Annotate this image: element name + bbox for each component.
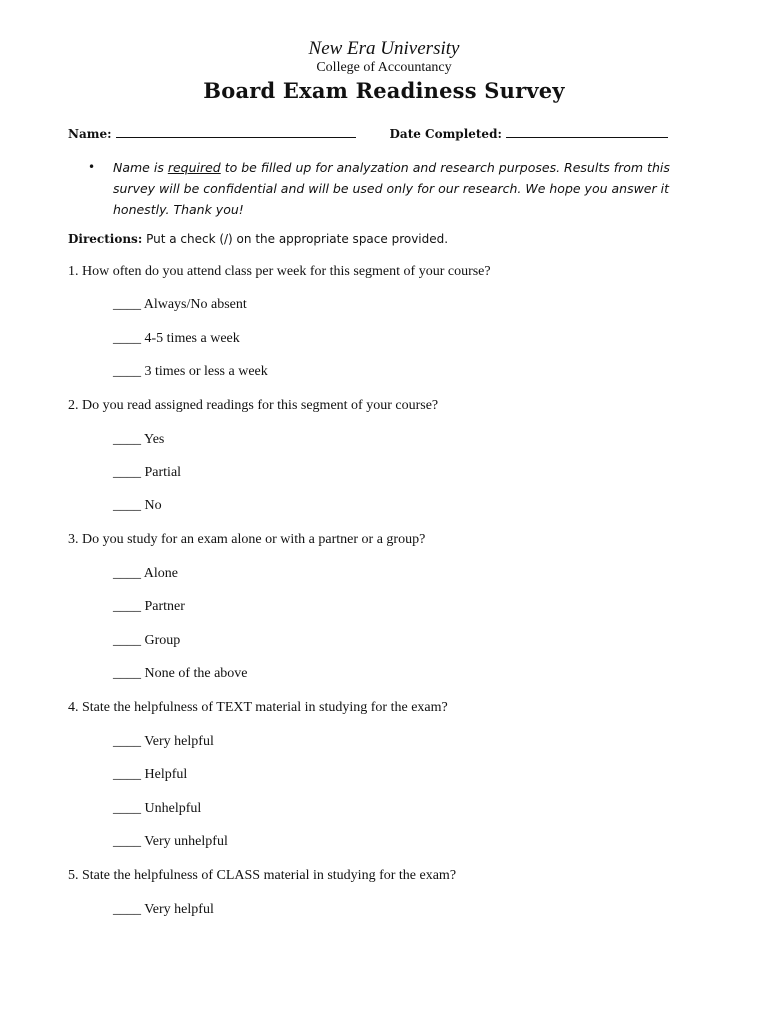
question-5: 5. State the helpfulness of CLASS material in studying for the exam?: [68, 868, 457, 883]
name-label: Name:: [68, 127, 112, 141]
note-text-start: Name is: [113, 160, 168, 175]
answer-label: Group: [144, 633, 181, 648]
answer-label: Very helpful: [144, 902, 214, 917]
answer-option[interactable]: [113, 566, 178, 582]
answer-option[interactable]: [113, 465, 181, 481]
answer-blank: ____: [113, 834, 141, 849]
answer-blank: ____: [113, 902, 141, 917]
question-4: 4. State the helpfulness of TEXT material in studying for the exam?: [68, 700, 448, 715]
question-3: 3. Do you study for an exam alone or with a partner or a group?: [68, 532, 426, 547]
answer-label: 3 times or less a week: [144, 364, 268, 379]
answer-blank: ____: [113, 432, 141, 447]
name-blank-line[interactable]: [116, 127, 356, 138]
directions-text: Put a check (/) on the appropriate space provided.: [142, 232, 449, 246]
answer-blank: ____: [113, 734, 141, 749]
answer-label: None of the above: [144, 666, 248, 681]
answer-label: Helpful: [144, 767, 188, 782]
college-name: College of Accountancy: [316, 60, 452, 75]
answer-blank: ____: [113, 633, 141, 648]
answer-option[interactable]: [113, 767, 187, 783]
answer-option[interactable]: [113, 834, 228, 850]
answer-blank: ____: [113, 465, 141, 480]
answer-label: Alone: [143, 566, 178, 581]
answer-option[interactable]: [113, 633, 180, 649]
respondent-fields: [68, 127, 668, 141]
answer-label: Always/No absent: [143, 297, 247, 312]
directions-label: Directions:: [68, 232, 143, 246]
answer-blank: ____: [113, 801, 141, 816]
answer-option[interactable]: [113, 498, 162, 514]
answer-label: Partner: [144, 599, 185, 614]
answer-blank: ____: [113, 364, 141, 379]
answer-label: Very unhelpful: [144, 834, 228, 849]
answer-option[interactable]: [113, 364, 268, 380]
answer-label: 4-5 times a week: [144, 331, 240, 346]
answer-blank: ____: [113, 599, 141, 614]
answer-blank: ____: [113, 498, 141, 513]
answer-option[interactable]: [113, 331, 240, 347]
answer-label: Yes: [143, 432, 165, 447]
date-completed-blank-line[interactable]: [506, 127, 668, 138]
answer-label: Very helpful: [144, 734, 214, 749]
answer-label: Partial: [144, 465, 182, 480]
question-1: 1. How often do you attend class per week for this segment of your course?: [68, 264, 491, 279]
note-required-word: required: [167, 160, 221, 175]
note-text: [113, 157, 688, 220]
answer-option[interactable]: [113, 432, 164, 448]
answer-blank: ____: [113, 566, 141, 581]
answer-blank: ____: [113, 297, 141, 312]
answer-option[interactable]: [113, 666, 248, 682]
date-completed-label: Date Completed:: [389, 127, 502, 141]
answer-label: No: [144, 498, 162, 513]
answer-option[interactable]: [113, 902, 214, 918]
note-text-rest: to be filled up for analyzation and research purposes. Results from this survey will be confidential and will be used only for our research. We hope you answer it honestly. Thank you!: [113, 160, 670, 217]
answer-blank: ____: [113, 666, 141, 681]
answer-blank: ____: [113, 767, 141, 782]
instructions-note: [88, 157, 688, 220]
answer-label: Unhelpful: [144, 801, 202, 816]
answer-option[interactable]: [113, 801, 201, 817]
answer-option[interactable]: [113, 599, 185, 615]
survey-title: Board Exam Readiness Survey: [203, 78, 565, 103]
question-2: 2. Do you read assigned readings for this segment of your course?: [68, 398, 439, 413]
university-name: New Era University: [308, 38, 460, 59]
answer-option[interactable]: [113, 297, 247, 313]
bullet-point: •: [88, 160, 96, 174]
answer-option[interactable]: [113, 734, 214, 750]
date-completed-group: [390, 127, 668, 141]
directions: [68, 232, 448, 246]
answer-blank: ____: [113, 331, 141, 346]
